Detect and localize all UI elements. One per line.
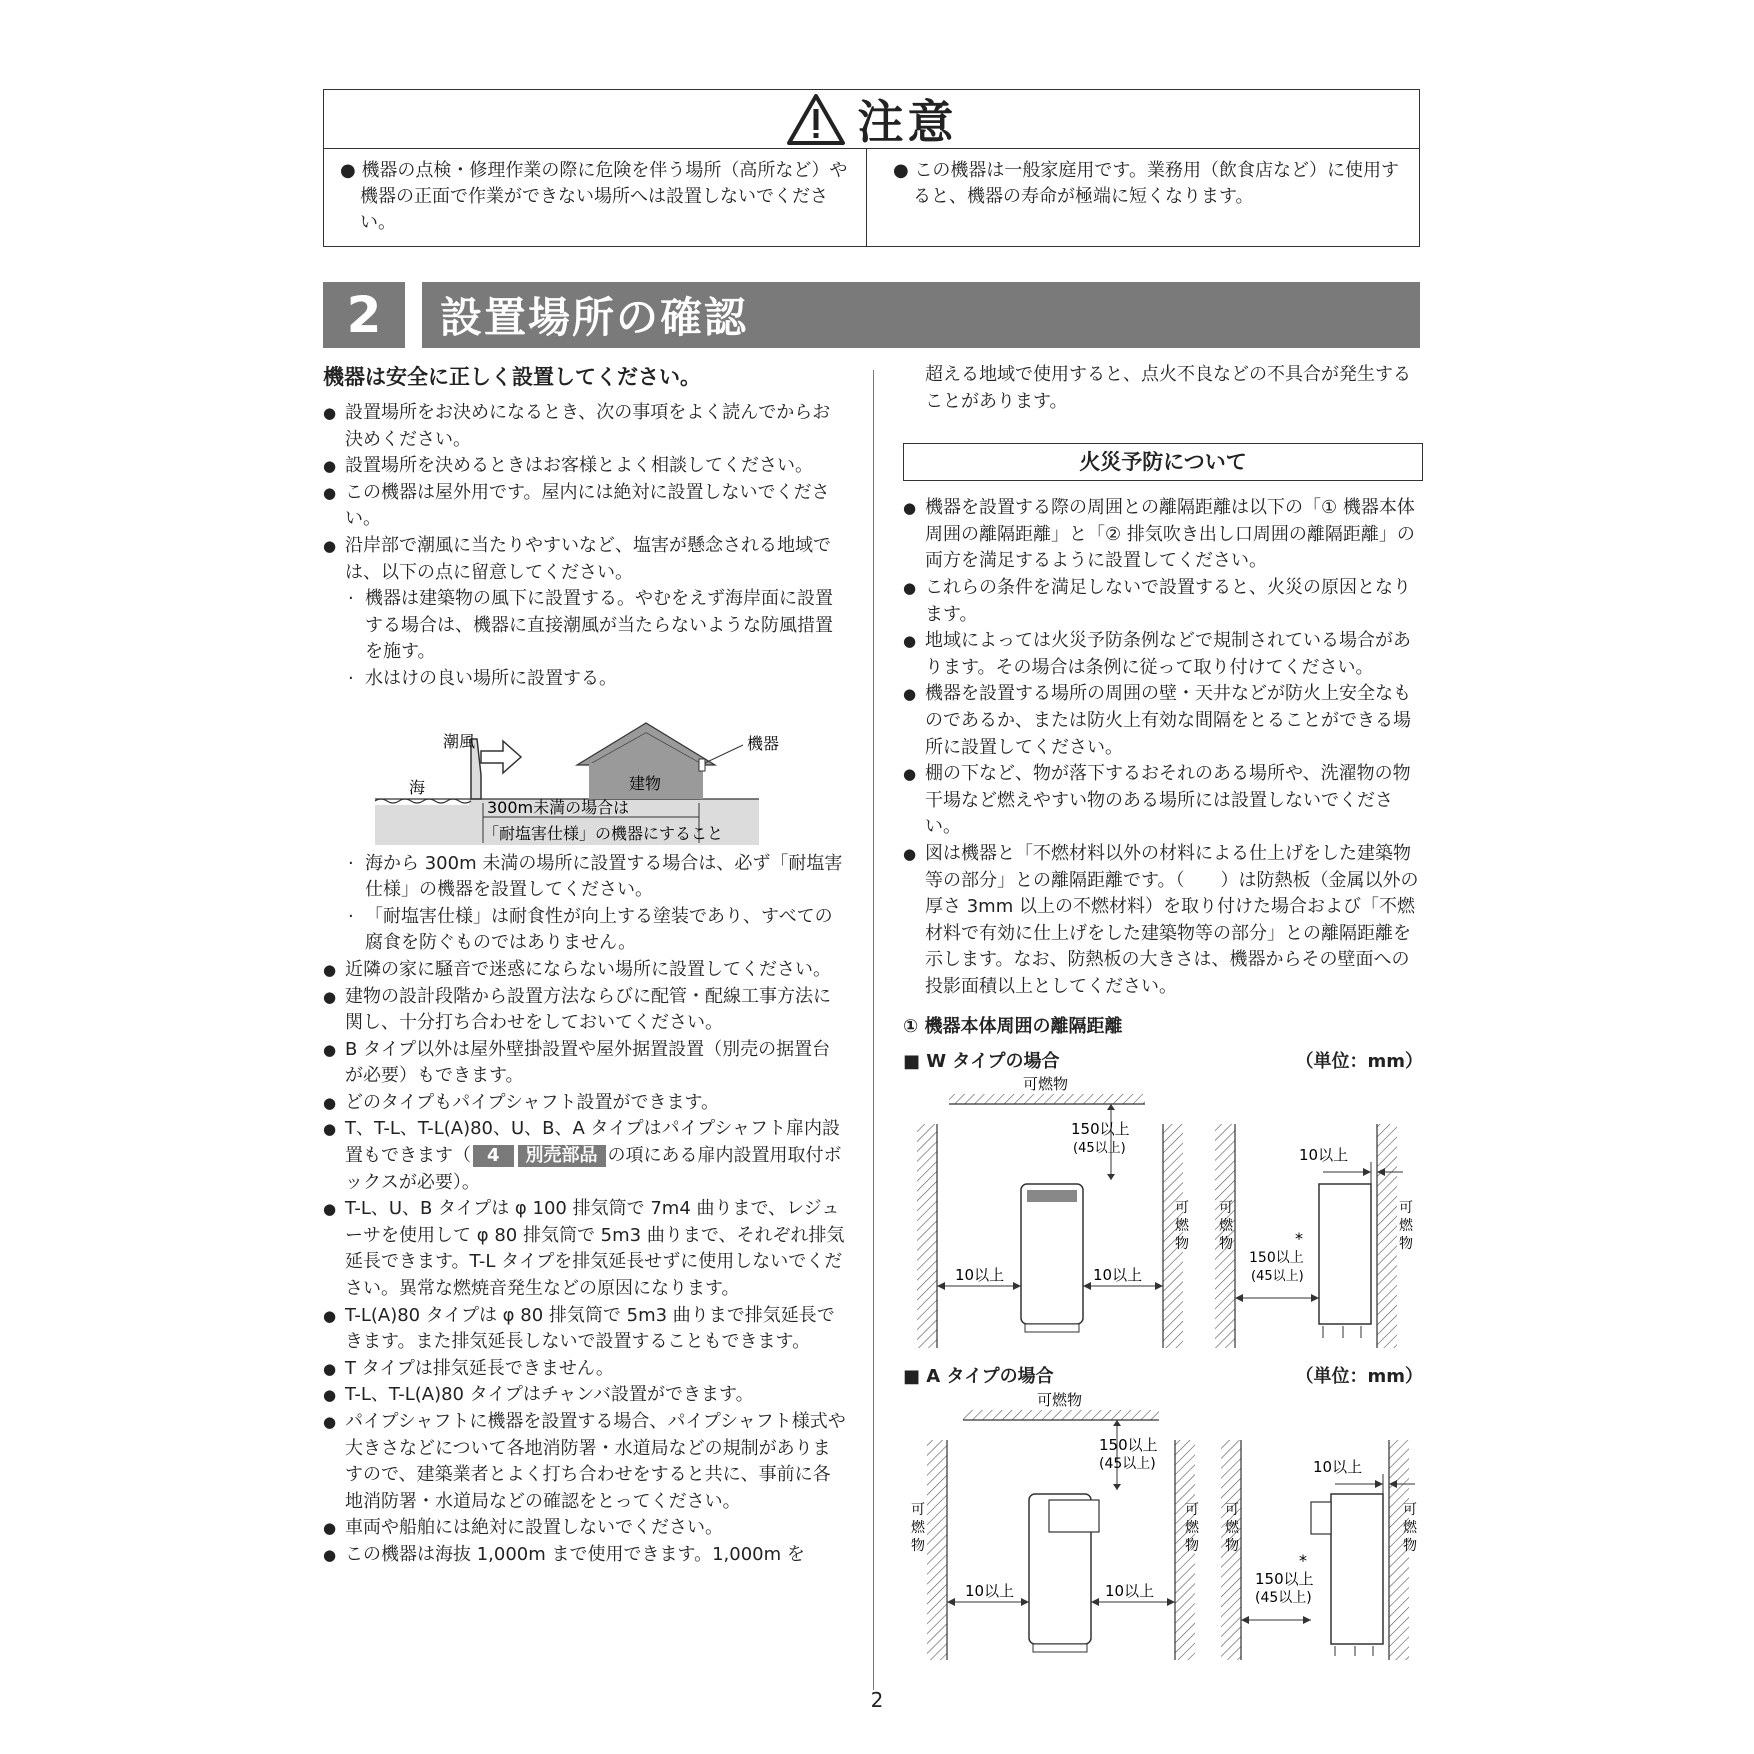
front-dim-paren: (45以上) (1255, 1590, 1312, 1607)
side-wall-label-v3: 物 (1225, 1538, 1239, 1555)
bullet-item: ● この機器は海抜 1,000m まで使用できます。1,000m を (323, 1542, 846, 1569)
lead-text: 機器は安全に正しく設置してください。 (323, 365, 701, 389)
wall-label-v2: 燃 (1175, 1217, 1189, 1234)
dim-arrow (1363, 1168, 1371, 1176)
bullet-item: ● 沿岸部で潮風に当たりやすいなど、塩害が懸念される地域では、以下の点に留意してください。 (323, 533, 846, 586)
w-type-diagram (903, 1076, 1423, 1358)
left-dim-label: 10以上 (955, 1265, 1005, 1284)
sea-shape (375, 805, 471, 845)
bullet-item: ● 機器を設置する際の周囲との離隔距離は以下の「① 機器本体周囲の離隔距離」と「② 排気吹き出し口周囲の離隔距離」の両方を満足するように設置してください。 (903, 495, 1423, 575)
right-dim-label: 10以上 (1093, 1265, 1143, 1284)
side-wall-label-v3: 物 (1403, 1538, 1417, 1555)
fire-prevention-heading: 火災予防について (903, 443, 1423, 481)
front-dim-label: 150以上 (1255, 1570, 1314, 1589)
top-dim-arrow (1113, 1484, 1121, 1490)
bullet-item: ● 地域によっては火災予防条例などで規制されている場合があります。その場合は条例に従って取り付けてください。 (903, 628, 1423, 681)
caution-item-text: 機器の点検・修理作業の際に危険を伴う場所（高所など）や機器の正面で作業ができない場所へは設置しないでください。 (360, 160, 848, 233)
dim-arrow (1241, 1616, 1249, 1624)
ceiling-label: 可燃物 (1023, 1075, 1069, 1093)
caution-title: 注意 (857, 95, 958, 149)
top-dim-arrow (1107, 1104, 1115, 1110)
dim-arrow (1021, 1598, 1029, 1606)
bullet-item: ● パイプシャフトに機器を設置する場合、パイプシャフト様式や大きさなどについて各地消防署・水道局などの規制がありますので、建築業者とよく打ち合わせをすると共に、事前に各地消防署・水道局などの確認をとってください。 (323, 1409, 846, 1515)
a-type-header (903, 1364, 1423, 1391)
caution-item-text: この機器は一般家庭用です。業務用（飲食店など）に使用すると、機器の寿命が極端に短くなります。 (913, 160, 1399, 207)
dim-arrow (947, 1598, 955, 1606)
unit-label: （単位：mm） (1295, 1051, 1423, 1073)
bullet-item: ● どのタイプもパイプシャフト設置ができます。 (323, 1090, 846, 1117)
bullet-item: ● T-L、T-L(A)80 タイプはチャンバ設置ができます。 (323, 1382, 846, 1409)
front-dim-paren: (45以上) (1251, 1268, 1304, 1284)
bullet-item: ● この機器は屋外用です。屋内には絶対に設置しないでください。 (323, 480, 846, 533)
bullet-item: ● B タイプ以外は屋外壁掛設置や屋外据置設置（別売の据置台が必要）もできます。 (323, 1037, 846, 1090)
device-leader (705, 745, 743, 763)
bullet-item: ● 機器を設置する場所の周囲の壁・天井などが防火上安全なものであるか、または防火上有効な間隔をとることができる場所に設置してください。 (903, 681, 1423, 761)
side-wall-label-v1: 可 (1225, 1502, 1239, 1519)
caution-body (324, 149, 1419, 247)
bullet-item: ● 建物の設計段階から設置方法ならびに配管・配線工事方法に関し、十分打ち合わせをしておいてください。 (323, 984, 846, 1037)
side-wall-label-v1: 可 (1399, 1199, 1413, 1216)
warning-triangle-icon (786, 92, 846, 146)
caution-item: ● この機器は一般家庭用です。業務用（飲食店など）に使用すると、機器の寿命が極端に短くなります。 (893, 160, 1399, 207)
chapter-number-badge: 4 (473, 1145, 514, 1167)
bullet-item: ● 車両や船舶には絶対に設置しないでください。 (323, 1515, 846, 1542)
bullet-item: ● 設置場所をお決めになるとき、次の事項をよく読んでからお決めください。 (323, 400, 846, 453)
sub-item: · 機器は建築物の風下に設置する。やむをえず海岸面に設置する場合は、機器に直接潮風が当たらないような防風措置を施す。 (323, 586, 846, 666)
dim-arrow (1013, 1282, 1021, 1290)
side-wall-label-v2: 燃 (1225, 1520, 1239, 1537)
heater-pipes (1025, 1324, 1079, 1332)
distance-label-2: 「耐塩害仕様」の機器にすること (483, 823, 724, 843)
dim-arrow (1303, 1616, 1311, 1624)
left-column (323, 362, 846, 1569)
caution-col-left (324, 149, 866, 247)
right-column (903, 362, 1423, 1668)
side-wall-label-v2: 燃 (1403, 1520, 1417, 1537)
bullet-text: T、T-L、T-L(A)80、U、B、A タイプはパイプシャフト扉内設置もできます（ (345, 1118, 841, 1167)
bullet-item: ● T タイプは排気延長できません。 (323, 1356, 846, 1383)
heater-pipes (1033, 1644, 1087, 1652)
top-dim-arrow (1107, 1174, 1115, 1180)
back-dim-label: 10以上 (1313, 1458, 1363, 1477)
dim-arrow (1235, 1294, 1243, 1302)
distance-label-1: 300m未満の場合は (487, 797, 630, 817)
wall-label-v3: 物 (1185, 1538, 1199, 1555)
side-back-wall-hatch (1377, 1124, 1397, 1348)
side-wall-label-v1: 可 (1403, 1502, 1417, 1519)
caution-box (323, 89, 1420, 247)
top-dim-arrow (1113, 1420, 1121, 1426)
subheading-body-clearance: ① 機器本体周囲の離隔距離 (903, 1016, 1123, 1038)
sub-item: · 海から 300m 未満の場所に設置する場合は、必ず「耐塩害仕様」の機器を設置してください。 (323, 851, 846, 904)
ceiling-hatch (949, 1094, 1145, 1104)
wind-arrow-icon (481, 741, 521, 773)
caution-header (324, 90, 1419, 149)
side-wall-label-v2: 燃 (1219, 1217, 1233, 1234)
wall-label-v1: 可 (1175, 1199, 1189, 1216)
unit-label: （単位：mm） (1295, 1365, 1423, 1387)
left-dim-label: 10以上 (965, 1582, 1015, 1601)
dim-arrow (1167, 1598, 1175, 1606)
ceiling-label: 可燃物 (1037, 1391, 1083, 1410)
column-divider (873, 370, 874, 1690)
ceiling-hatch (963, 1410, 1159, 1420)
wall-label-v3: 物 (911, 1538, 925, 1555)
dim-arrow (1311, 1294, 1319, 1302)
caution-item: ● 機器の点検・修理作業の際に危険を伴う場所（高所など）や機器の正面で作業ができない場所へは設置しないでください。 (340, 160, 848, 233)
front-dim-star: * (1295, 1228, 1303, 1248)
device-label: 機器 (747, 733, 780, 753)
wind-label: 潮風 (443, 731, 476, 751)
a-type-diagram (903, 1390, 1423, 1668)
side-wall-label-v3: 物 (1399, 1235, 1413, 1252)
front-dim-star: * (1299, 1551, 1307, 1571)
sea-label: 海 (409, 777, 426, 797)
bullet-item (323, 1116, 846, 1196)
page-number: 2 (870, 1688, 884, 1712)
section-title: 設置場所の確認 (422, 282, 1420, 348)
side-wall-label-v1: 可 (1219, 1199, 1233, 1216)
bullet-text: の項にある扉内設置用取付ボックスが必要）。 (345, 1145, 842, 1193)
top-dim-label: 150以上 (1099, 1436, 1158, 1455)
bullet-item: ● 設置場所を決めるときはお客様とよく相談してください。 (323, 453, 846, 480)
top-dim-label: 150以上 (1071, 1119, 1130, 1138)
wall-label-v1: 可 (1185, 1502, 1199, 1519)
left-wall-hatch (927, 1440, 947, 1660)
top-dim-paren: (45以上) (1073, 1140, 1126, 1156)
chapter-title-badge: 別売部品 (518, 1145, 606, 1167)
a-type-label: ■ A タイプの場合 (903, 1365, 1054, 1387)
wall-label-v1: 可 (911, 1502, 925, 1519)
wall-label-v2: 燃 (1185, 1520, 1199, 1537)
side-wall-label-v3: 物 (1219, 1235, 1233, 1252)
heater-exhaust-side (1311, 1502, 1331, 1534)
heater-side (1331, 1494, 1383, 1644)
w-type-header (903, 1049, 1423, 1076)
dim-arrow (1155, 1282, 1163, 1290)
wall-label-v2: 燃 (911, 1520, 925, 1537)
coastal-figure (323, 693, 846, 851)
heater-exhaust-box (1049, 1500, 1099, 1532)
caution-col-right (866, 149, 1419, 247)
heater-vent (1027, 1190, 1077, 1202)
sub-item: · 水はけの良い場所に設置する。 (323, 666, 846, 693)
dim-arrow (937, 1282, 945, 1290)
w-type-label: ■ W タイプの場合 (903, 1051, 1060, 1073)
dim-arrow (1083, 1282, 1091, 1290)
device-box (699, 759, 705, 771)
wall-label-v3: 物 (1175, 1235, 1189, 1252)
bullet-item: ● 近隣の家に騒音で迷惑にならない場所に設置してください。 (323, 957, 846, 984)
top-dim-paren: (45以上) (1099, 1456, 1156, 1473)
heater-front (1021, 1184, 1083, 1324)
bullet-item: ● 棚の下など、物が落下するおそれのある場所や、洗濯物の物干場など燃えやすい物のある場所には設置しないでください。 (903, 761, 1423, 841)
bullet-item: ● T-L(A)80 タイプは φ 80 排気筒で 5m3 曲りまで排気延長できます。また排気延長しないで設置することもできます。 (323, 1303, 846, 1356)
sub-item: · 「耐塩害仕様」は耐食性が向上する塗装であり、すべての腐食を防ぐものではありません。 (323, 904, 846, 957)
dim-arrow (1375, 1480, 1383, 1488)
back-dim-label: 10以上 (1299, 1145, 1349, 1164)
bullet-item: ● T-L、U、B タイプは φ 100 排気筒で 7m4 曲りまで、レジューサを使用して φ 80 排気筒で 5m3 曲りまで、それぞれ排気延長できます。T-L タイプを排気延長せずに使用しないでください。異常な燃焼音発生などの原因になります。 (323, 1196, 846, 1302)
heater-side (1319, 1184, 1371, 1324)
side-wall-label-v2: 燃 (1399, 1217, 1413, 1234)
section-number: 2 (323, 282, 405, 348)
front-dim-label: 150以上 (1249, 1249, 1304, 1266)
right-dim-label: 10以上 (1105, 1582, 1155, 1601)
bullet-item: ● 図は機器と「不燃材料以外の材料による仕上げをした建築物等の部分」との離隔距離です。（ ）は防熱板（金属以外の厚さ 3mm 以上の不燃材料）を取り付けた場合および「不燃材料で有効に仕上げをした建築物等の部分」との離隔距離を示します。なお、防熱板の大きさは、機器からその壁面への投影面積以上としてください。 (903, 841, 1423, 1001)
continued-text: 超える地域で使用すると、点火不良などの不具合が発生することがあります。 (925, 364, 1411, 412)
building-label: 建物 (629, 773, 662, 793)
bullet-item: ● これらの条件を満足しないで設置すると、火災の原因となります。 (903, 575, 1423, 628)
left-wall-hatch (917, 1124, 937, 1348)
dim-arrow (1091, 1598, 1099, 1606)
